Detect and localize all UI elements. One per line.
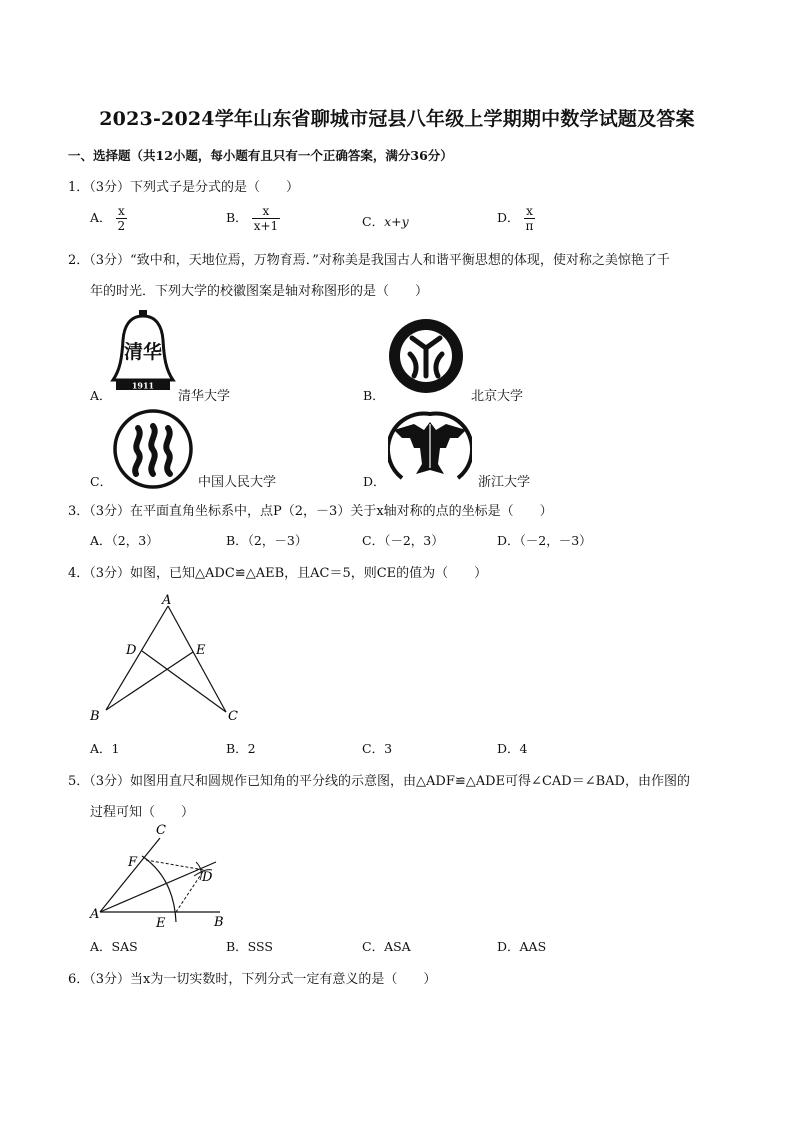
q5-ray-ad bbox=[100, 862, 216, 912]
peking-university-logo-icon bbox=[388, 318, 464, 394]
q5-label-b: B bbox=[214, 915, 224, 930]
tsinghua-logo-characters: 清华 bbox=[123, 341, 163, 363]
q4-segment-eb bbox=[106, 652, 193, 710]
q2-option-a-letter[interactable]: A． bbox=[90, 388, 112, 403]
q4-option-a[interactable]: A．1 bbox=[90, 741, 120, 756]
q4-label-a: A bbox=[162, 593, 172, 608]
q5-label-d: D bbox=[202, 870, 213, 885]
q1-option-b-letter: B． bbox=[226, 210, 248, 225]
question-5-line-1: 5．（3分）如图用直尺和圆规作已知角的平分线的示意图，由△ADF≌△ADE可得∠CAD＝∠BAD，由作图的 bbox=[68, 774, 690, 789]
q5-dashed-fd bbox=[146, 860, 204, 870]
q2-option-c-name: 中国人民大学 bbox=[198, 475, 277, 490]
q3-option-c[interactable]: C．（－2，3） bbox=[362, 533, 444, 548]
renmin-university-logo-icon bbox=[112, 408, 194, 490]
q2-option-b-letter[interactable]: B． bbox=[363, 388, 385, 403]
q1-option-b[interactable] bbox=[226, 204, 280, 233]
q4-label-d: D bbox=[126, 643, 137, 658]
q2-option-d-name: 浙江大学 bbox=[478, 475, 531, 490]
q1-option-d[interactable] bbox=[497, 204, 535, 233]
q1-option-b-fraction: $\frac{x}{x+1}$ bbox=[253, 204, 279, 233]
q5-label-c: C bbox=[156, 823, 166, 838]
q2-option-d-letter[interactable]: D． bbox=[363, 474, 386, 489]
q4-segment-dc bbox=[142, 651, 226, 712]
q4-option-d[interactable]: D．4 bbox=[497, 741, 528, 756]
q3-option-a[interactable]: A．（2，3） bbox=[90, 533, 159, 548]
q5-option-d[interactable]: D．AAS bbox=[497, 939, 547, 954]
q4-option-c[interactable]: C．3 bbox=[362, 741, 393, 756]
q1-option-a-letter: A． bbox=[90, 210, 112, 225]
q5-dashed-ed bbox=[176, 870, 204, 912]
q4-label-b: B bbox=[90, 709, 100, 724]
q5-option-c[interactable]: C．ASA bbox=[362, 939, 411, 954]
q4-option-b[interactable]: B．2 bbox=[226, 741, 256, 756]
q1-option-c[interactable] bbox=[362, 212, 409, 230]
q5-ray-ac bbox=[100, 838, 160, 912]
q4-side-ac bbox=[168, 606, 226, 712]
q5-label-e: E bbox=[156, 916, 166, 931]
question-1-stem: 1．（3分）下列式子是分式的是（ ） bbox=[68, 180, 300, 195]
tsinghua-logo-year: 1911 bbox=[131, 380, 155, 391]
q4-triangle-figure bbox=[84, 590, 250, 726]
section-heading: 一、选择题（共12小题，每小题有且只有一个正确答案，满分36分） bbox=[68, 148, 453, 163]
zhejiang-university-logo-icon bbox=[388, 408, 472, 490]
question-4-stem: 4．（3分）如图，已知△ADC≌△AEB，且AC＝5，则CE的值为（ ） bbox=[68, 566, 488, 581]
q5-option-b[interactable]: B．SSS bbox=[226, 939, 273, 954]
q2-option-a-name: 清华大学 bbox=[178, 389, 231, 404]
question-6-stem: 6．（3分）当x为一切实数时，下列分式一定有意义的是（ ） bbox=[68, 972, 437, 987]
q1-option-a-fraction: $\frac{x}{2}$ bbox=[117, 204, 126, 233]
question-2-line-2: 年的时光．下列大学的校徽图案是轴对称图形的是（ ） bbox=[90, 284, 429, 299]
q3-option-b[interactable]: B．（2，－3） bbox=[226, 533, 308, 548]
q5-angle-bisector-figure bbox=[84, 818, 244, 934]
question-5-line-2: 过程可知（ ） bbox=[90, 805, 195, 820]
q4-label-c: C bbox=[228, 709, 238, 724]
q5-option-a[interactable]: A．SAS bbox=[90, 939, 138, 954]
page-title: 2023-2024学年山东省聊城市冠县八年级上学期期中数学试题及答案 bbox=[99, 108, 695, 130]
q1-option-c-expr: x+y bbox=[384, 214, 409, 229]
question-3-stem: 3．（3分）在平面直角坐标系中，点P（2，－3）关于x轴对称的点的坐标是（ ） bbox=[68, 504, 553, 519]
q2-option-b-name: 北京大学 bbox=[471, 389, 524, 404]
q5-label-a: A bbox=[90, 907, 100, 922]
q1-option-d-letter: D． bbox=[497, 210, 520, 225]
q3-option-d[interactable]: D．（－2，－3） bbox=[497, 533, 592, 548]
q2-option-c-letter[interactable]: C． bbox=[90, 474, 113, 489]
q4-side-ab bbox=[106, 606, 168, 710]
tsinghua-logo-icon bbox=[110, 308, 176, 394]
q1-option-c-letter: C． bbox=[362, 214, 385, 229]
q5-label-f: F bbox=[128, 855, 138, 870]
question-2-line-1: 2．（3分）“致中和，天地位焉，万物育焉．”对称美是我国古人和谐平衡思想的体现，使对称之美惊艳了千 bbox=[68, 253, 670, 268]
q1-option-a[interactable] bbox=[90, 204, 127, 233]
q1-option-d-fraction: $\frac{x}{\pi}$ bbox=[525, 204, 534, 233]
q4-label-e: E bbox=[196, 643, 206, 658]
